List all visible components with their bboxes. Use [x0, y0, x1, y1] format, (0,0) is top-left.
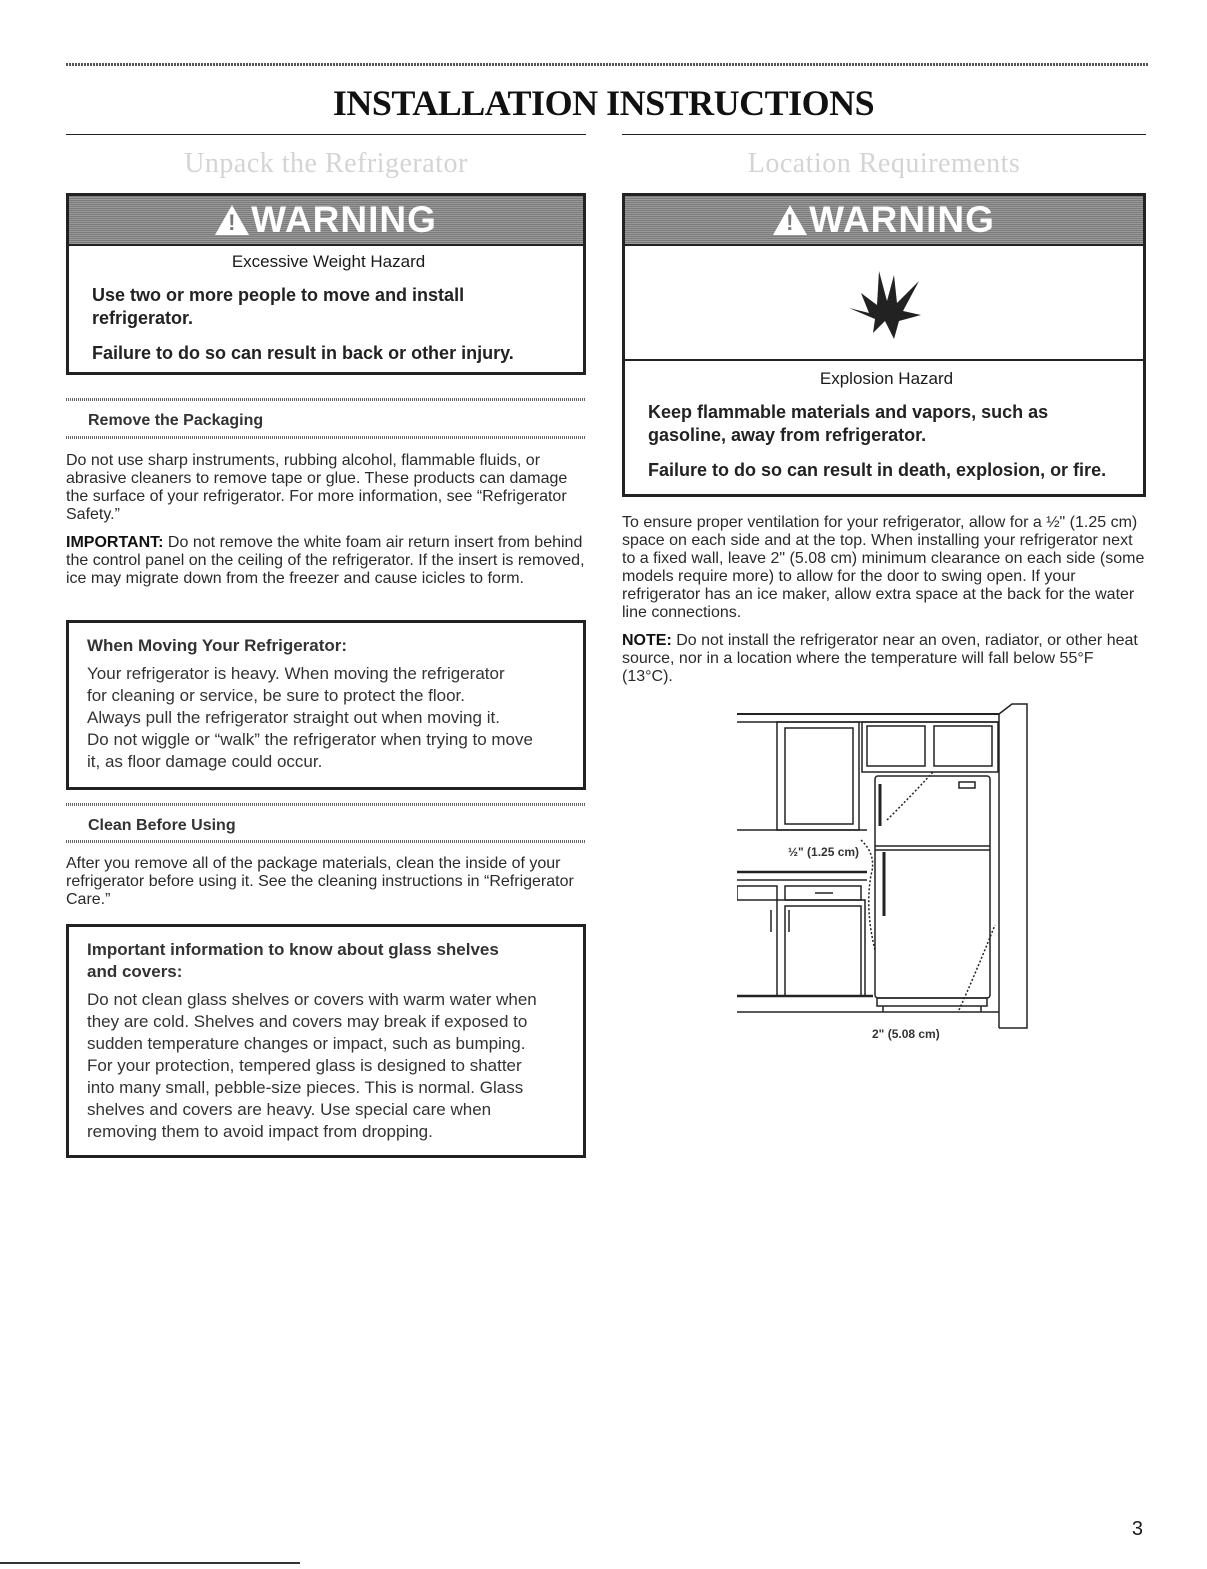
hazard-title: Explosion Hazard [819, 369, 954, 388]
packaging-paragraph: Do not use sharp instruments, rubbing alcohol, flammable fluids, or abrasive cleaners to remove tape or glue. These products can damage the surface of your refrigerator. For more information, see “Refrigerator Safety.” [66, 452, 568, 523]
glass-heading: and covers: [87, 962, 183, 981]
subhead-rule [66, 803, 586, 806]
moving-line: Always pull the refrigerator straight out when moving it. [87, 708, 500, 727]
section-title-unpack: Unpack the Refrigerator [184, 148, 468, 179]
glass-heading: Important information to know about glass shelves [87, 940, 499, 959]
moving-line: for cleaning or service, be sure to protect the floor. [87, 686, 465, 705]
explosion-icon [839, 263, 929, 343]
subhead-rule [66, 840, 586, 843]
glass-line: they are cold. Shelves and covers may break if exposed to [87, 1012, 528, 1031]
glass-line: sudden temperature changes or impact, such as bumping. [87, 1034, 526, 1053]
subhead-rule [66, 436, 586, 439]
note-text: Do not install the refrigerator near an oven, radiator, or other heat source, nor in a location where the temperature will fall below 55°F (13°C). [622, 632, 1138, 685]
warning-label: WARNING [809, 199, 995, 240]
glass-line: into many small, pebble-size pieces. This is normal. Glass [87, 1078, 524, 1097]
note-paragraph [622, 632, 1146, 686]
note-label: NOTE: [622, 632, 672, 649]
important-paragraph [66, 534, 586, 588]
subhead-clean-before-using: Clean Before Using [88, 817, 236, 834]
warning-consequence: Failure to do so can result in back or other injury. [92, 343, 514, 363]
glass-info-box [66, 924, 586, 1158]
glass-line: removing them to avoid impact from dropping. [87, 1122, 433, 1141]
warning-instruction: Use two or more people to move and install refrigerator. [92, 285, 465, 328]
warning-box-explosion [622, 193, 1146, 497]
warning-consequence: Failure to do so can result in death, explosion, or fire. [648, 460, 1107, 480]
glass-line: Do not clean glass shelves or covers with warm water when [87, 990, 537, 1009]
clearance-diagram [737, 700, 1037, 1040]
bottom-rule [0, 1562, 300, 1564]
subhead-rule [66, 398, 586, 401]
important-text: Do not remove the white foam air return insert from behind the control panel on the ceiling of the refrigerator. If the insert is removed, ice may migrate down from the freezer and cause icicles to form. [66, 534, 585, 587]
warning-header [625, 196, 1143, 246]
left-column-rule [66, 134, 586, 135]
right-column-rule [622, 134, 1146, 135]
two-inch-label: 2" (5.08 cm) [872, 1027, 940, 1041]
clean-paragraph: After you remove all of the package materials, clean the inside of your refrigerator before using it. See the cleaning instructions in “Refrigerator Care.” [66, 855, 574, 908]
top-dotted-rule [66, 63, 1148, 66]
subhead-remove-packaging: Remove the Packaging [88, 412, 264, 429]
glass-line: For your protection, tempered glass is designed to shatter [87, 1056, 522, 1075]
moving-heading: When Moving Your Refrigerator: [87, 636, 348, 655]
explosion-pictogram-area [625, 246, 1143, 361]
section-title-location: Location Requirements [747, 148, 1021, 179]
warning-label: WARNING [251, 199, 437, 240]
warning-instruction: Keep flammable materials and vapors, such as gasoline, away from refrigerator. [648, 402, 1049, 445]
moving-line: Your refrigerator is heavy. When moving the refrigerator [87, 664, 505, 683]
ventilation-paragraph: To ensure proper ventilation for your refrigerator, allow for a ½" (1.25 cm) space on each side and at the top. When installing your refrigerator next to a fixed wall, leave 2" (5.08 cm) minimum clearance on each side (some models require more) to allow for the door to swing open. If your refrigerator has an ice maker, allow extra space at the back for the water line connections. [622, 514, 1145, 621]
page-title: INSTALLATION INSTRUCTIONS [332, 83, 875, 123]
moving-line: Do not wiggle or “walk” the refrigerator when trying to move [87, 730, 533, 749]
warning-triangle-icon [215, 205, 249, 235]
moving-info-box [66, 620, 586, 790]
warning-box-weight [66, 193, 586, 375]
moving-line: it, as floor damage could occur. [87, 752, 323, 771]
page-number: 3 [1131, 1518, 1143, 1540]
warning-header [69, 196, 583, 246]
half-inch-label: ½" (1.25 cm) [788, 845, 860, 859]
hazard-title: Excessive Weight Hazard [231, 252, 426, 271]
important-label: IMPORTANT: [66, 534, 164, 551]
warning-triangle-icon [773, 205, 807, 235]
glass-line: shelves and covers are heavy. Use special care when [87, 1100, 492, 1119]
